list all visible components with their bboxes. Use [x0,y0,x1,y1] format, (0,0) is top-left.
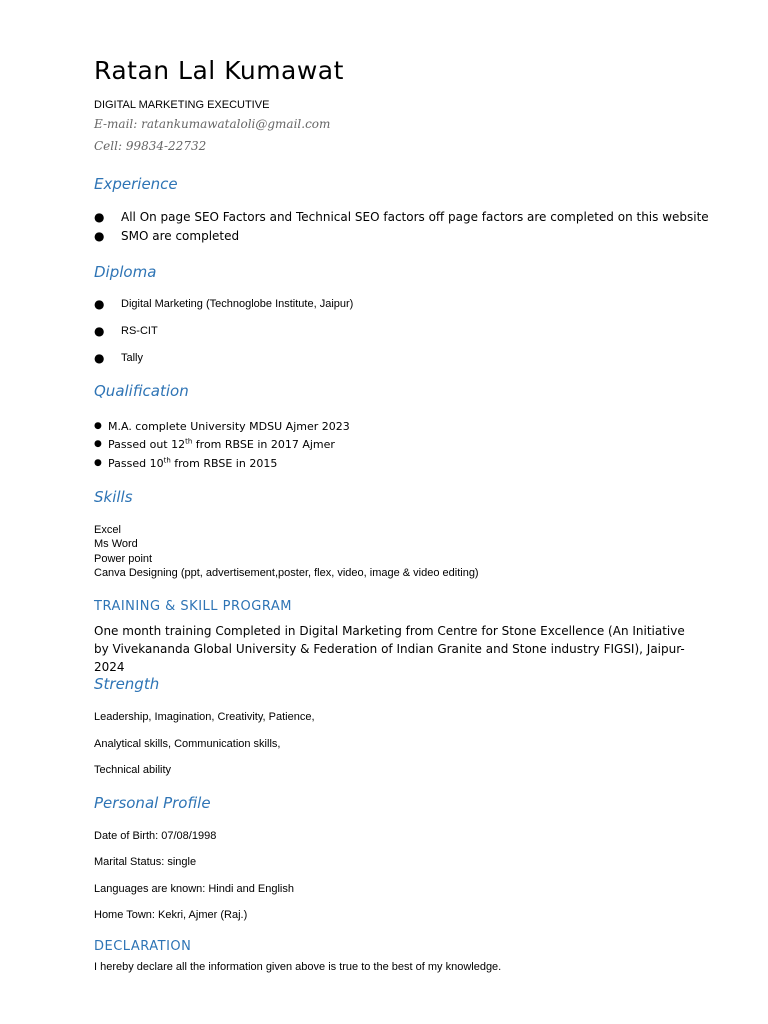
qualification-heading: Qualification [94,382,189,400]
strength-line: Leadership, Imagination, Creativity, Patience, [94,711,315,723]
experience-heading: Experience [94,175,178,193]
list-item: Power point [94,553,153,565]
profile-line: Date of Birth: 07/08/1998 [94,830,217,842]
strength-line: Technical ability [94,764,172,776]
bullet-icon: ● [94,324,105,338]
declaration-text: I hereby declare all the information given above is true to the best of my knowledge. [94,961,502,973]
list-item: RS-CIT [121,325,158,337]
job-title: DIGITAL MARKETING EXECUTIVE [94,99,270,111]
bullet-icon: ● [94,458,102,468]
bullet-icon: ● [94,210,105,224]
cell-line: Cell: 99834-22732 [94,139,207,153]
list-item: Passed 10th from RBSE in 2015 [108,456,278,470]
declaration-heading: DECLARATION [94,939,192,954]
training-heading: TRAINING & SKILL PROGRAM [94,599,292,614]
bullet-icon: ● [94,297,105,311]
skills-heading: Skills [94,488,133,506]
profile-line: Languages are known: Hindi and English [94,883,294,895]
profile-line: Marital Status: single [94,856,197,868]
diploma-heading: Diploma [94,263,157,281]
list-item: All On page SEO Factors and Technical SEO factors off page factors are completed on this website [121,210,709,224]
list-item: Digital Marketing (Technoglobe Institute, Jaipur) [121,298,354,310]
profile-line: Home Town: Kekri, Ajmer (Raj.) [94,909,248,921]
strength-heading: Strength [94,675,160,693]
strength-line: Analytical skills, Communication skills, [94,738,281,750]
list-item: SMO are completed [121,229,240,243]
training-text: One month training Completed in Digital Marketing from Centre for Stone Excellence (An Initiative by Vivekananda Global University & Federation of Indian Granite and Stone industry FIGSI), Jaipur-2024 [94,624,685,674]
list-item: Passed out 12th from RBSE in 2017 Ajmer [108,437,335,451]
list-item: Tally [121,352,144,364]
bullet-icon: ● [94,351,105,365]
profile-heading: Personal Profile [94,794,211,812]
bullet-icon: ● [94,439,102,449]
list-item: Excel [94,524,121,536]
list-item: Ms Word [94,538,138,550]
list-item: M.A. complete University MDSU Ajmer 2023 [108,420,350,433]
candidate-name: Ratan Lal Kumawat [94,56,344,85]
email-line: E-mail: ratankumawataloli@gmail.com [94,117,331,131]
list-item: Canva Designing (ppt, advertisement,poster, flex, video, image & video editing) [94,567,479,579]
bullet-icon: ● [94,421,102,431]
bullet-icon: ● [94,229,105,243]
